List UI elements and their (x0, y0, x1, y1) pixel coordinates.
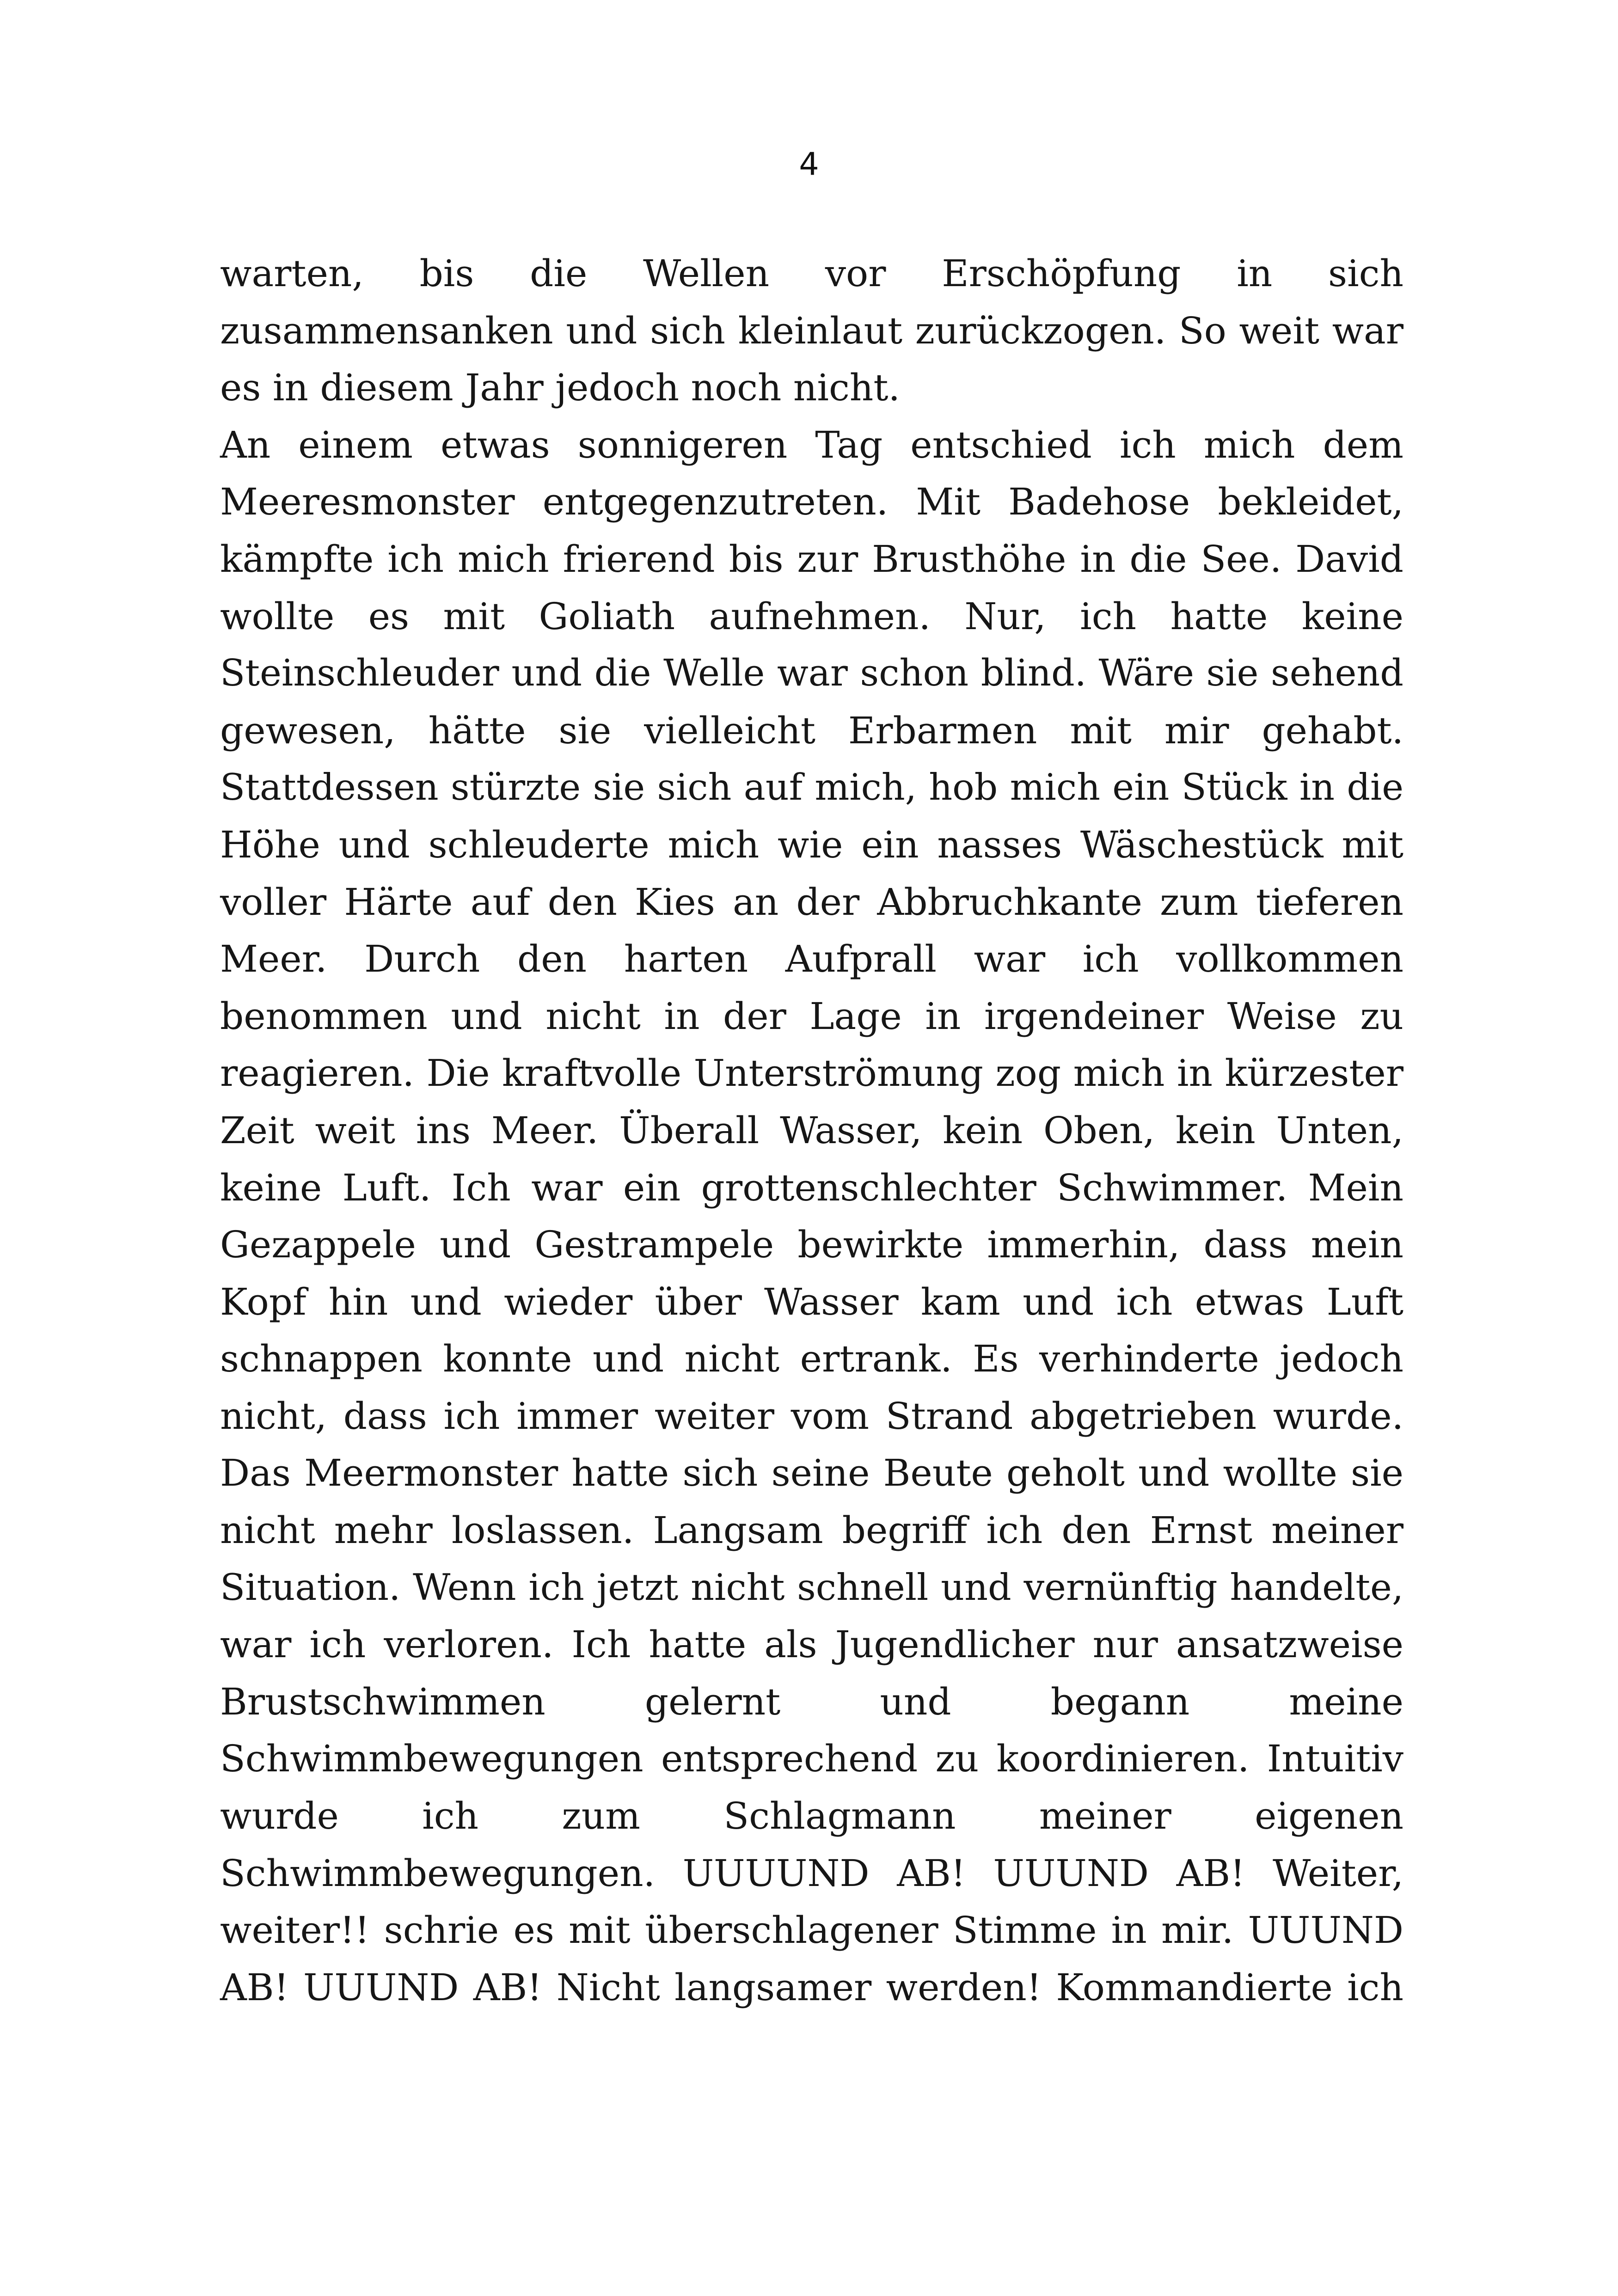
text-line: Meer. Durch den harten Aufprall war ich vollkommen (220, 937, 1403, 981)
text-line: Zeit weit ins Meer. Überall Wasser, kein Oben, kein Unten, (220, 1108, 1403, 1152)
text-line: Brustschwimmen gelernt und begann meine (220, 1680, 1403, 1723)
body-text (220, 245, 1403, 2016)
text-line: Situation. Wenn ich jetzt nicht schnell und vernünftig handelte, (220, 1566, 1403, 1609)
text-line: wurde ich zum Schlagmann meiner eigenen (220, 1794, 1403, 1838)
text-line: nicht mehr loslassen. Langsam begriff ich den Ernst meiner (220, 1509, 1403, 1552)
text-line: wollte es mit Goliath aufnehmen. Nur, ich hatte keine (220, 594, 1403, 638)
text-line: weiter!! schrie es mit überschlagener Stimme in mir. UUUND (220, 1909, 1403, 1952)
text-line: keine Luft. Ich war ein grottenschlechter Schwimmer. Mein (220, 1166, 1403, 1209)
text-line: Gezappele und Gestrampele bewirkte immerhin, dass mein (220, 1223, 1403, 1267)
text-line: Höhe und schleuderte mich wie ein nasses Wäschestück mit (220, 823, 1403, 866)
text-line: schnappen konnte und nicht ertrank. Es verhinderte jedoch (220, 1337, 1403, 1381)
text-line: An einem etwas sonnigeren Tag entschied ich mich dem (220, 423, 1403, 466)
text-line: Steinschleuder und die Welle war schon blind. Wäre sie sehend (220, 652, 1403, 695)
text-line: reagieren. Die kraftvolle Unterströmung zog mich in kürzester (220, 1052, 1403, 1095)
text-line: warten, bis die Wellen vor Erschöpfung in sich (220, 252, 1403, 295)
text-line: Schwimmbewegungen entsprechend zu koordinieren. Intuitiv (220, 1737, 1403, 1781)
text-line: zusammensanken und sich kleinlaut zurückzogen. So weit war (220, 309, 1403, 352)
text-line: Stattdessen stürzte sie sich auf mich, hob mich ein Stück in die (220, 766, 1403, 809)
text-line: Das Meermonster hatte sich seine Beute geholt und wollte sie (220, 1451, 1403, 1495)
text-line: Schwimmbewegungen. UUUUND AB! UUUND AB! Weiter, (220, 1851, 1403, 1895)
text-line: es in diesem Jahr jedoch noch nicht. (220, 366, 900, 410)
text-line: benommen und nicht in der Lage in irgendeiner Weise zu (220, 994, 1403, 1038)
text-line: AB! UUUND AB! Nicht langsamer werden! Kommandierte ich (220, 1965, 1403, 2009)
text-line: war ich verloren. Ich hatte als Jugendlicher nur ansatzweise (220, 1623, 1403, 1666)
page-number: 4 (799, 146, 819, 183)
text-line: kämpfte ich mich frierend bis zur Brusthöhe in die See. David (220, 537, 1403, 581)
text-line: voller Härte auf den Kies an der Abbruchkante zum tieferen (220, 880, 1403, 924)
text-line: Meeresmonster entgegenzutreten. Mit Badehose bekleidet, (220, 480, 1403, 524)
text-line: Kopf hin und wieder über Wasser kam und ich etwas Luft (220, 1280, 1403, 1323)
text-line: gewesen, hätte sie vielleicht Erbarmen mit mir gehabt. (220, 709, 1403, 752)
text-line: nicht, dass ich immer weiter vom Strand abgetrieben wurde. (220, 1394, 1403, 1438)
